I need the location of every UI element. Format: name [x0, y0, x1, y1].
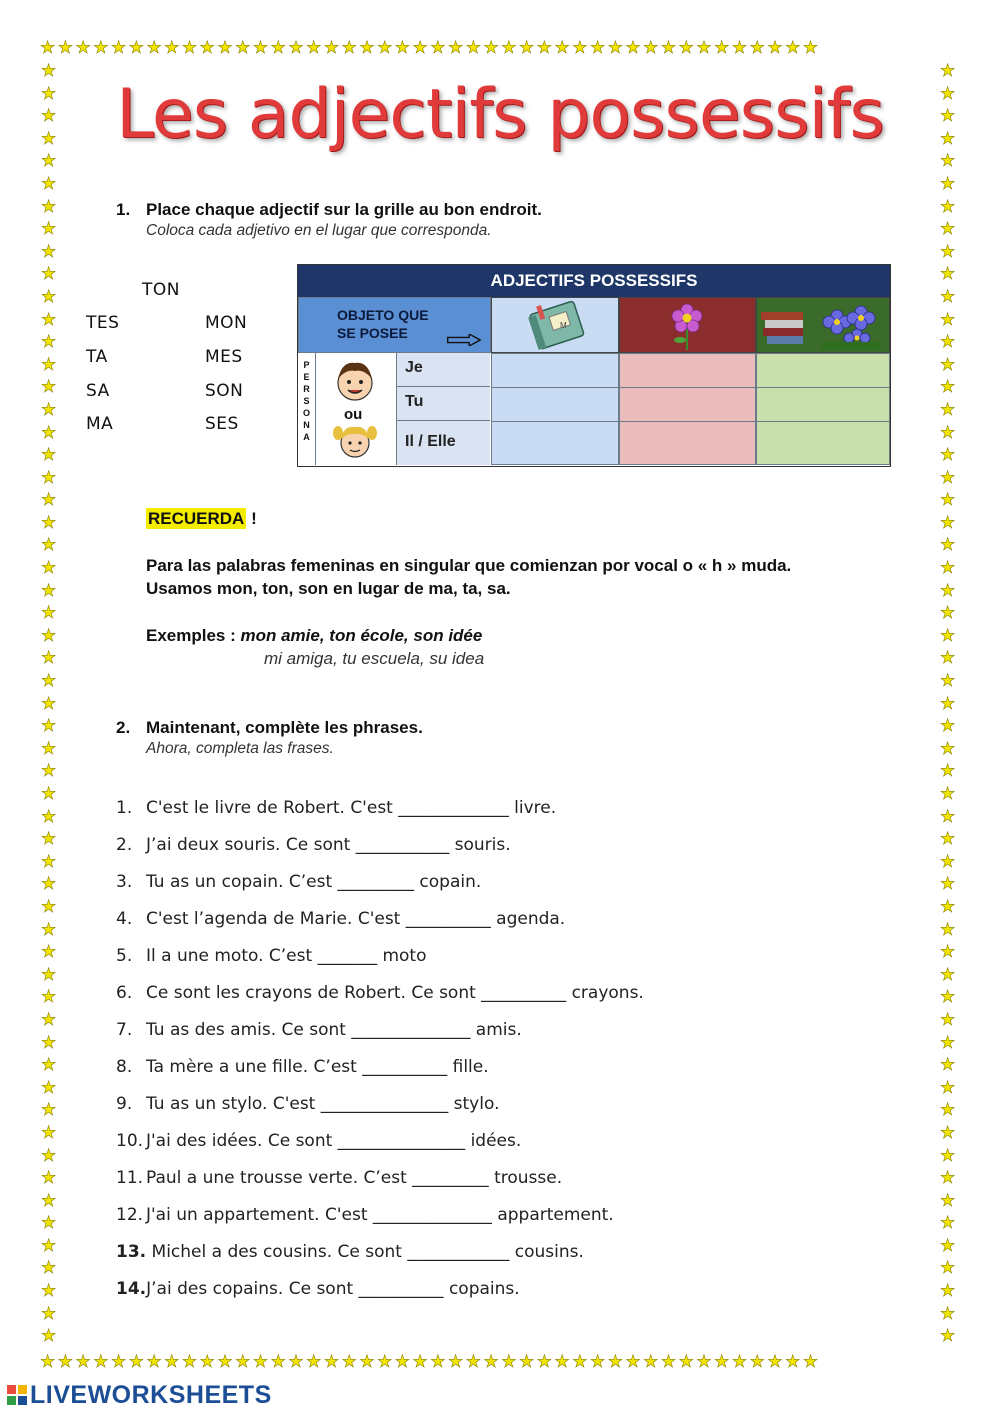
row-label-je: Je [397, 353, 490, 387]
header-plural [756, 297, 890, 353]
liveworksheets-logo[interactable] [6, 1381, 272, 1410]
star-border-right: ★ ★ ★ ★ ★ ★ ★ ★ ★ ★ ★ ★ ★ ★ ★ ★ ★ ★ ★ ★ ★ ★ ★ ★ ★ ★ ★ ★ ★ ★ ★ ★ ★ ★ ★ ★ ★ ★ ★ ★ ★ ★ ★ ★ ★ ★ ★ ★ ★ ★ ★ ★ ★ ★ ★ ★ ★ [940, 61, 956, 1347]
sentence-list [116, 795, 916, 1313]
sentence-text[interactable]: Il a une moto. C’est _______ moto [146, 946, 427, 966]
word-mon[interactable]: MON [205, 313, 248, 333]
item-number: 8. [116, 1057, 133, 1077]
sentence-text[interactable]: J'ai des idées. Ce sont _______________ idées. [146, 1131, 522, 1151]
sentence-text[interactable]: C'est l’agenda de Marie. C'est __________ agenda. [146, 909, 566, 929]
reminder-label: RECUERDA [148, 509, 245, 528]
persona-label [298, 353, 316, 465]
logo-mark-icon [6, 1384, 28, 1406]
persona-letter: P [303, 360, 310, 370]
flower-icon [620, 298, 755, 352]
sentence-text[interactable]: Paul a une trousse verte. C’est _________ trousse. [146, 1168, 563, 1188]
answer-il-plural[interactable] [756, 421, 890, 465]
item-number: 6. [116, 983, 133, 1003]
item-number: 12. [116, 1205, 144, 1225]
section-2-instruction [116, 718, 423, 758]
book-label: M [560, 321, 567, 330]
persona-letter: S [303, 396, 310, 406]
answer-je-fem[interactable] [619, 353, 756, 388]
answer-tu-plural[interactable] [756, 387, 890, 422]
list-item [116, 943, 916, 980]
reminder-line-2: Usamos mon, ton, son en lugar de ma, ta, sa. [146, 579, 511, 598]
word-sa[interactable]: SA [86, 381, 110, 401]
list-item [116, 795, 916, 832]
list-item [116, 980, 916, 1017]
reminder-heading [146, 509, 257, 529]
row-label-il-elle: Il / Elle [397, 421, 490, 465]
list-item [116, 1165, 916, 1202]
children-icon [316, 353, 394, 465]
boy-girl-illustration [316, 353, 397, 465]
header-fem-singular [619, 297, 756, 353]
section-2-number: 2. [116, 718, 131, 737]
item-number: 9. [116, 1094, 133, 1114]
sentence-text[interactable]: Ta mère a une fille. C’est __________ fille. [146, 1057, 489, 1077]
sentence-text[interactable]: Tu as un stylo. C'est _______________ stylo. [146, 1094, 500, 1114]
list-item [116, 906, 916, 943]
sentence-text[interactable]: Michel a des cousins. Ce sont ____________ cousins. [146, 1242, 584, 1262]
row-label-tu: Tu [397, 387, 490, 421]
persona-letter: R [303, 384, 310, 394]
header-masc-singular [491, 297, 619, 353]
star-border-left: ★ ★ ★ ★ ★ ★ ★ ★ ★ ★ ★ ★ ★ ★ ★ ★ ★ ★ ★ ★ ★ ★ ★ ★ ★ ★ ★ ★ ★ ★ ★ ★ ★ ★ ★ ★ ★ ★ ★ ★ ★ ★ ★ ★ ★ ★ ★ ★ ★ ★ ★ ★ ★ ★ ★ ★ ★ [41, 61, 57, 1347]
sentence-text[interactable]: J’ai des copains. Ce sont __________ copains. [146, 1279, 520, 1299]
answer-tu-fem[interactable] [619, 387, 756, 422]
books-and-flowers-icon [757, 298, 889, 352]
answer-je-masc[interactable] [491, 353, 619, 388]
section-1-translation: Coloca cada adjetivo en el lugar que corresponda. [146, 222, 492, 239]
item-number: 10. [116, 1131, 144, 1151]
item-number: 4. [116, 909, 133, 929]
word-ta[interactable]: TA [86, 347, 108, 367]
sentence-text[interactable]: J’ai deux souris. Ce sont ___________ souris. [146, 835, 511, 855]
word-son[interactable]: SON [205, 381, 244, 401]
section-1-number: 1. [116, 200, 131, 219]
item-number: 2. [116, 835, 133, 855]
examples-translation: mi amiga, tu escuela, su idea [264, 649, 485, 668]
list-item [116, 1276, 916, 1313]
word-ses[interactable]: SES [205, 414, 239, 434]
object-label-cell [298, 297, 491, 353]
reminder-line-1: Para las palabras femeninas en singular que comienzan por vocal o « h » muda. [146, 556, 792, 575]
section-2-translation: Ahora, completa las frases. [146, 740, 334, 757]
list-item [116, 869, 916, 906]
page-title: Les adjectifs possessifs [116, 75, 884, 154]
item-number: 13. [116, 1242, 147, 1262]
section-1-text: Place chaque adjectif sur la grille au bon endroit. [146, 200, 542, 219]
item-number: 1. [116, 798, 133, 818]
item-number: 7. [116, 1020, 133, 1040]
list-item [116, 1202, 916, 1239]
section-2-text: Maintenant, complète les phrases. [146, 718, 423, 737]
persona-letter: N [303, 420, 310, 430]
sentence-text[interactable]: Tu as un copain. C’est _________ copain. [146, 872, 482, 892]
list-item [116, 1239, 916, 1276]
list-item [116, 1054, 916, 1091]
item-number: 11. [116, 1168, 144, 1188]
logo-text: LIVEWORKSHEETS [30, 1381, 272, 1409]
answer-il-fem[interactable] [619, 421, 756, 465]
list-item [116, 1017, 916, 1054]
grid-header: ADJECTIFS POSSESSIFS [298, 265, 890, 297]
examples-label: Exemples : [146, 626, 236, 645]
sentence-text[interactable]: J'ai un appartement. C'est ______________ appartement. [146, 1205, 614, 1225]
persona-letter: E [303, 372, 310, 382]
word-ton[interactable]: TON [142, 280, 180, 300]
item-number: 3. [116, 872, 133, 892]
word-tes[interactable]: TES [86, 313, 120, 333]
book-icon [492, 298, 618, 352]
sentence-text[interactable]: C'est le livre de Robert. C'est _____________ livre. [146, 798, 557, 818]
reminder-exclaim: ! [251, 509, 257, 528]
sentence-text[interactable]: Ce sont les crayons de Robert. Ce sont __________ crayons. [146, 983, 644, 1003]
star-border-bottom: ★★★★★★★★★★★★★★★★★★★★★★★★★★★★★★★★★★★★★★★★★★★★ [40, 1354, 821, 1372]
item-number: 5. [116, 946, 133, 966]
section-1-instruction [116, 200, 542, 240]
word-mes[interactable]: MES [205, 347, 243, 367]
examples-line [146, 626, 482, 646]
answer-je-plural[interactable] [756, 353, 890, 388]
answer-tu-masc[interactable] [491, 387, 619, 422]
examples-text: mon amie, ton école, son idée [240, 626, 483, 645]
list-item [116, 1091, 916, 1128]
item-number: 14. [116, 1279, 147, 1299]
object-label-line1: OBJETO QUE [337, 307, 429, 323]
list-item [116, 1128, 916, 1165]
ou-label: ou [344, 406, 363, 423]
persona-letter: O [302, 408, 310, 418]
word-ma[interactable]: MA [86, 414, 114, 434]
star-border-top: ★★★★★★★★★★★★★★★★★★★★★★★★★★★★★★★★★★★★★★★★★★★★ [40, 40, 821, 58]
object-label-line2: SE POSEE [337, 325, 408, 341]
arrow-right-icon [444, 334, 484, 346]
possessive-grid [297, 264, 891, 467]
list-item [116, 832, 916, 869]
answer-il-masc[interactable] [491, 421, 619, 465]
persona-letter: A [303, 432, 310, 442]
sentence-text[interactable]: Tu as des amis. Ce sont ______________ amis. [146, 1020, 522, 1040]
